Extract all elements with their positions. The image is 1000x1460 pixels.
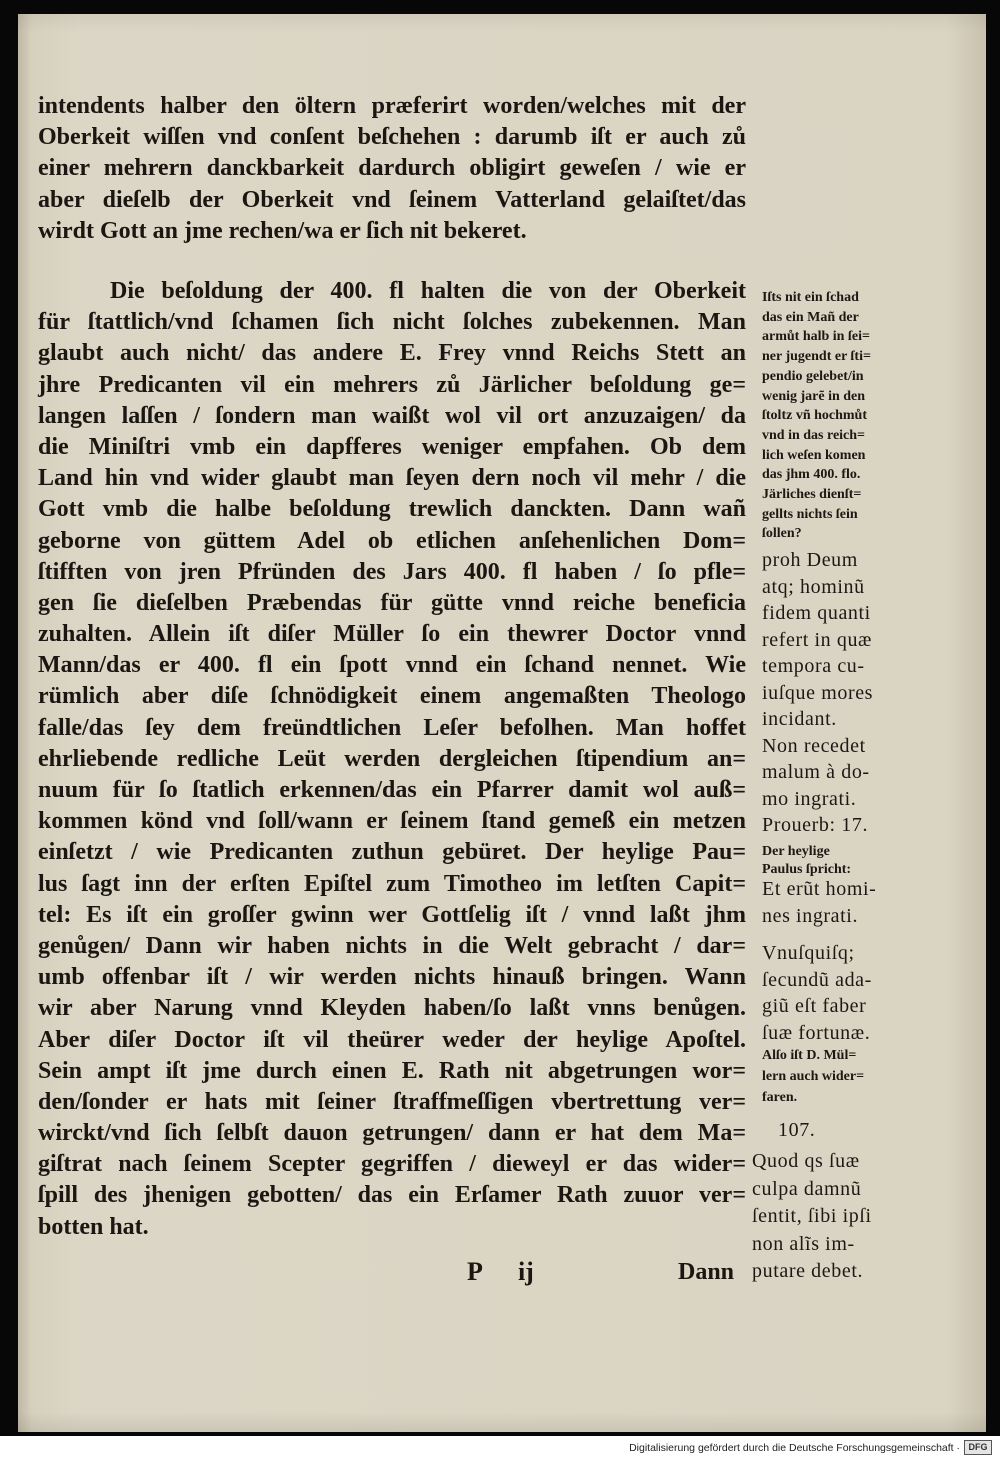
- margin-note-line: 107.: [778, 1119, 816, 1141]
- margin-note-line: Järliches dienſt=: [762, 487, 862, 503]
- margin-note-line: iuſque mores: [762, 681, 874, 704]
- digitization-credit-bar: [0, 1436, 1000, 1460]
- margin-note-line: Iſts nit ein ſchad: [762, 290, 859, 305]
- margin-note-line: non alĩs im-: [752, 1232, 855, 1255]
- margin-note-line: mo ingrati.: [762, 787, 857, 810]
- margin-note-line: Alſo iſt D. Mül=: [762, 1048, 857, 1063]
- text-line: Sein ampt iſt jme durch einen E. Rath nit abgetrungen wor=: [38, 1057, 746, 1084]
- text-line: Oberkeit wiſſen vnd conſent beſchehen : darumb iſt er auch zů: [38, 124, 746, 151]
- margin-note: [762, 288, 871, 544]
- margin-note: [762, 940, 872, 1047]
- paragraph: [38, 91, 746, 247]
- text-line: umb offenbar iſt / wir werden nichts hinauß bringen. Wann: [38, 964, 746, 991]
- margin-note-line: Quod qs ſuæ: [752, 1150, 860, 1172]
- margin-note-line: wenig jarẽ in den: [762, 388, 866, 404]
- text-line: jhre Predicanten vil ein mehrers zů Järlicher beſoldung ge=: [38, 371, 746, 398]
- margin-note-line: Der heylige: [762, 844, 830, 859]
- text-line: einer mehrern danckbarkeit dardurch obligirt geweſen / wie er: [38, 155, 746, 182]
- margin-note-line: ſollen?: [762, 526, 802, 542]
- text-line: nuum für ſo ſtatlich erkennen/das ein Pfarrer damit wol auß=: [38, 777, 746, 803]
- margin-note-line: Vnuſquiſq;: [762, 942, 855, 964]
- text-line: wir aber Narung vnnd Kleyden haben/ſo laßt vnns benůgen.: [38, 995, 746, 1022]
- margin-note-line: ſuæ fortunæ.: [762, 1022, 871, 1045]
- text-line: ſpill des jhenigen gebotten/ das ein Erſamer Rath zuuor ver=: [38, 1182, 746, 1209]
- text-line: lus ſagt inn der erſten Epiſtel zum Timotheo im letſten Capit=: [38, 870, 746, 897]
- margin-note-line: putare debet.: [752, 1260, 864, 1282]
- text-line: Die beſoldung der 400. fl halten die von der Oberkeit: [110, 278, 746, 304]
- margin-note-line: proh Deum: [762, 549, 858, 571]
- margin-note-line: atq; hominũ: [762, 575, 865, 598]
- margin-note-line: lern auch wider=: [762, 1069, 865, 1084]
- margin-note-line: das ein Mañ der: [762, 309, 859, 325]
- margin-note-line: Non recedet: [762, 734, 866, 757]
- text-line: langen laſſen / ſondern man waißt wol vil ort anzuzaigen/ da: [38, 402, 746, 429]
- text-line: genůgen/ Dann wir haben nichts in die Welt gebracht / dar=: [38, 932, 746, 959]
- margin-note-line: giũ eſt faber: [762, 995, 867, 1018]
- margin-note-line: gellts nichts ſein: [762, 506, 858, 522]
- margin-note-line: Prouerb: 17.: [762, 814, 869, 836]
- margin-note-line: refert in quæ: [762, 628, 872, 651]
- text-line: Gott vmb die halbe beſoldung trewlich danckten. Dann wañ: [38, 496, 746, 523]
- margin-note-line: vnd in das reich=: [762, 427, 866, 443]
- text-line: kommen könd vnd ſoll/wann er ſeinem ſtand gemeß ein metzen: [38, 808, 746, 835]
- text-line: aber dieſelb der Oberkeit vnd ſeinem Vatterland gelaiſtet/das: [38, 186, 746, 213]
- text-line: intendents halber den öltern præferirt worden/welches mit der: [38, 93, 746, 119]
- margin-note-line: ſecundũ ada-: [762, 968, 872, 991]
- margin-note: [762, 876, 876, 930]
- margin-note-line: ſentit, ſibi ipſi: [752, 1205, 872, 1227]
- text-line: Land hin vnd wider glaubt man ſeyen dern noch vil mehr / die: [38, 465, 746, 492]
- funding-credit: Digitalisierung gefördert durch die Deutsche Forschungsgemeinschaft ·: [629, 1442, 960, 1454]
- margin-note-line: culpa damnũ: [752, 1177, 862, 1200]
- text-line: Mann/das er 400. fl ein ſpott vnnd ein ſchand nennet. Wie: [38, 652, 746, 679]
- margin-reference-number: [778, 1117, 815, 1143]
- dfg-logo: DFG: [964, 1440, 992, 1455]
- text-line: gen ſie dieſelben Præbendas für gütte vnnd reiche beneficia: [38, 589, 746, 616]
- text-line: giſtrat nach ſeinem Scepter gegriffen / dieweyl er das wider=: [38, 1151, 746, 1178]
- book-page: [18, 14, 986, 1432]
- margin-note-line: ner jugendt er ſti=: [762, 349, 871, 365]
- text-line: ſtifften von jren Pfründen des Jars 400. fl haben / ſo pfle=: [38, 558, 746, 585]
- text-line: botten hat.: [38, 1213, 149, 1240]
- margin-note-line: nes ingrati.: [762, 905, 859, 927]
- margin-note-line: Et erũt homi-: [762, 878, 877, 900]
- margin-note: [762, 547, 873, 839]
- margin-note-line: das jhm 400. flo.: [762, 467, 861, 483]
- margin-note: [752, 1148, 872, 1286]
- paragraph: [38, 276, 746, 1243]
- text-line: tel: Es iſt ein groſſer gwinn wer Gottſelig iſt / vnnd laßt jhm: [38, 901, 746, 928]
- margin-note-line: malum à do-: [762, 761, 870, 783]
- text-line: für ſtattlich/vnd ſchamen ſich nicht ſolches zubekennen. Man: [38, 309, 746, 336]
- margin-note-line: armůt halb in ſei=: [762, 329, 870, 345]
- text-line: einſetzt / wie Predicanten zuthun gebüret. Der heylige Pau=: [38, 839, 746, 866]
- text-line: falle/das ſey dem freündtlichen Leſer befolhen. Man hoffet: [38, 714, 746, 741]
- margin-note: [762, 1045, 864, 1108]
- margin-note-line: incidant.: [762, 708, 837, 730]
- margin-note-line: pendio gelebet/in: [762, 368, 864, 384]
- text-line: geborne von güttem Adel ob etlichen anſehenlichen Dom=: [38, 527, 746, 554]
- text-line: ehrliebende redliche Leüt werden dergleichen ſtipendium an=: [38, 745, 746, 772]
- margin-note: [762, 843, 851, 879]
- text-line: wirdt Gott an jme rechen/wa er ſich nit bekeret.: [38, 217, 527, 244]
- margin-note-line: Paulus ſpricht:: [762, 862, 852, 877]
- text-line: wirckt/vnd ſich ſelbſt dauon getrungen/ dann er hat dem Ma=: [38, 1120, 746, 1147]
- text-line: die Miniſtri vmb ein dapfferes weniger empfahen. Ob dem: [38, 433, 746, 460]
- margin-note-line: faren.: [762, 1090, 798, 1105]
- margin-note-line: lich weſen komen: [762, 447, 866, 463]
- text-line: Aber diſer Doctor iſt vil theürer weder der heylige Apoſtel.: [38, 1026, 746, 1053]
- text-line: den/ſonder er hats mit ſeiner ſtraffmeſſigen vbertrettung ver=: [38, 1088, 746, 1115]
- text-line: rümlich aber diſe ſchnödigkeit einem angemaßten Theologo: [38, 683, 746, 710]
- margin-note-line: ſtoltz vñ hochmůt: [762, 408, 867, 424]
- text-line: zuhalten. Allein iſt diſer Müller ſo ein thewrer Doctor vnnd: [38, 621, 746, 648]
- text-line: glaubt auch nicht/ das andere E. Frey vnnd Reichs Stett an: [38, 340, 746, 367]
- signature-mark: P ij: [467, 1257, 534, 1286]
- margin-note-line: tempora cu-: [762, 655, 865, 677]
- margin-note-line: fidem quanti: [762, 602, 871, 624]
- catchword: Dann: [678, 1259, 735, 1285]
